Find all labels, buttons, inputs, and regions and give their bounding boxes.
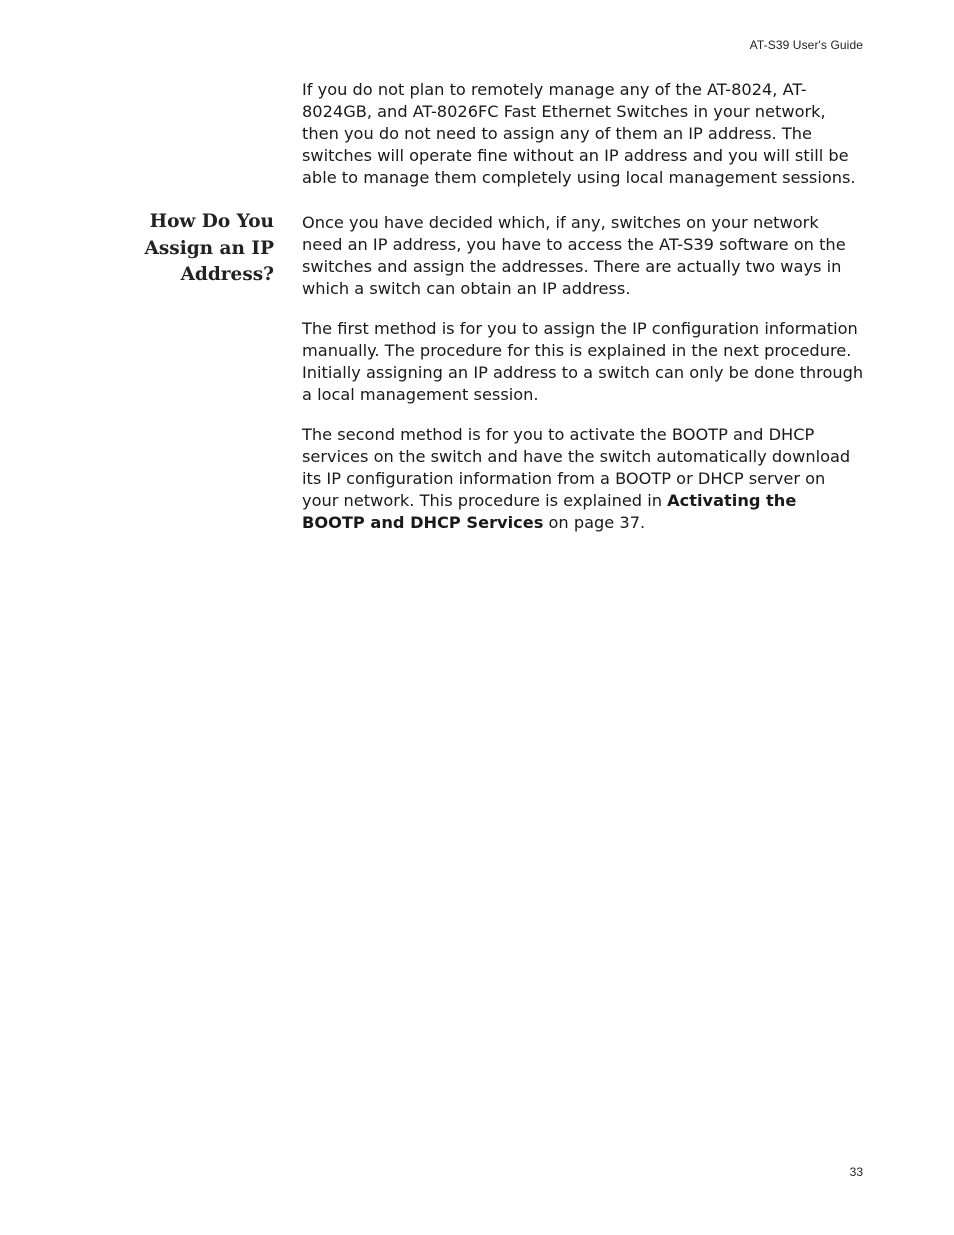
page-number: 33 — [849, 1165, 863, 1179]
section-body — [302, 212, 864, 534]
paragraph-3-text-after: on page 37. — [543, 513, 646, 532]
section-heading — [100, 209, 274, 289]
cross-reference-link[interactable]: Activating the BOOTP and DHCP Services — [302, 491, 797, 532]
section-heading-line-1: How Do You — [149, 211, 274, 232]
section-paragraph-2: The first method is for you to assign the IP configuration information manually. The procedure for this is explained in the next procedure. Initially assigning an IP address to a switch can only be done through a local management session. — [302, 319, 864, 404]
section-heading-line-2: Assign an IP — [144, 237, 274, 259]
paragraph-3-text-before: The second method is for you to activate the BOOTP and DHCP services on the switch and have the switch automatically download its IP configuration information from a BOOTP or DHCP server on your network. This procedure is explained in — [302, 425, 851, 510]
intro-section — [302, 79, 864, 189]
section-paragraph-1: Once you have decided which, if any, switches on your network need an IP address, you have to access the AT-S39 software on the switches and assign the addresses. There are actually two ways in which a switch can obtain an IP address. — [302, 213, 846, 298]
section-paragraph-3 — [302, 424, 864, 534]
intro-paragraph: If you do not plan to remotely manage any of the AT-8024, AT-8024GB, and AT-8026FC Fast Ethernet Switches in your network, then you do not need to assign any of them an IP address. The switches will operate fine without an IP address and you will still be able to manage them completely using local management sessions. — [302, 80, 856, 187]
running-header: AT-S39 User's Guide — [749, 38, 863, 52]
section-heading-line-3: Address? — [180, 264, 274, 285]
